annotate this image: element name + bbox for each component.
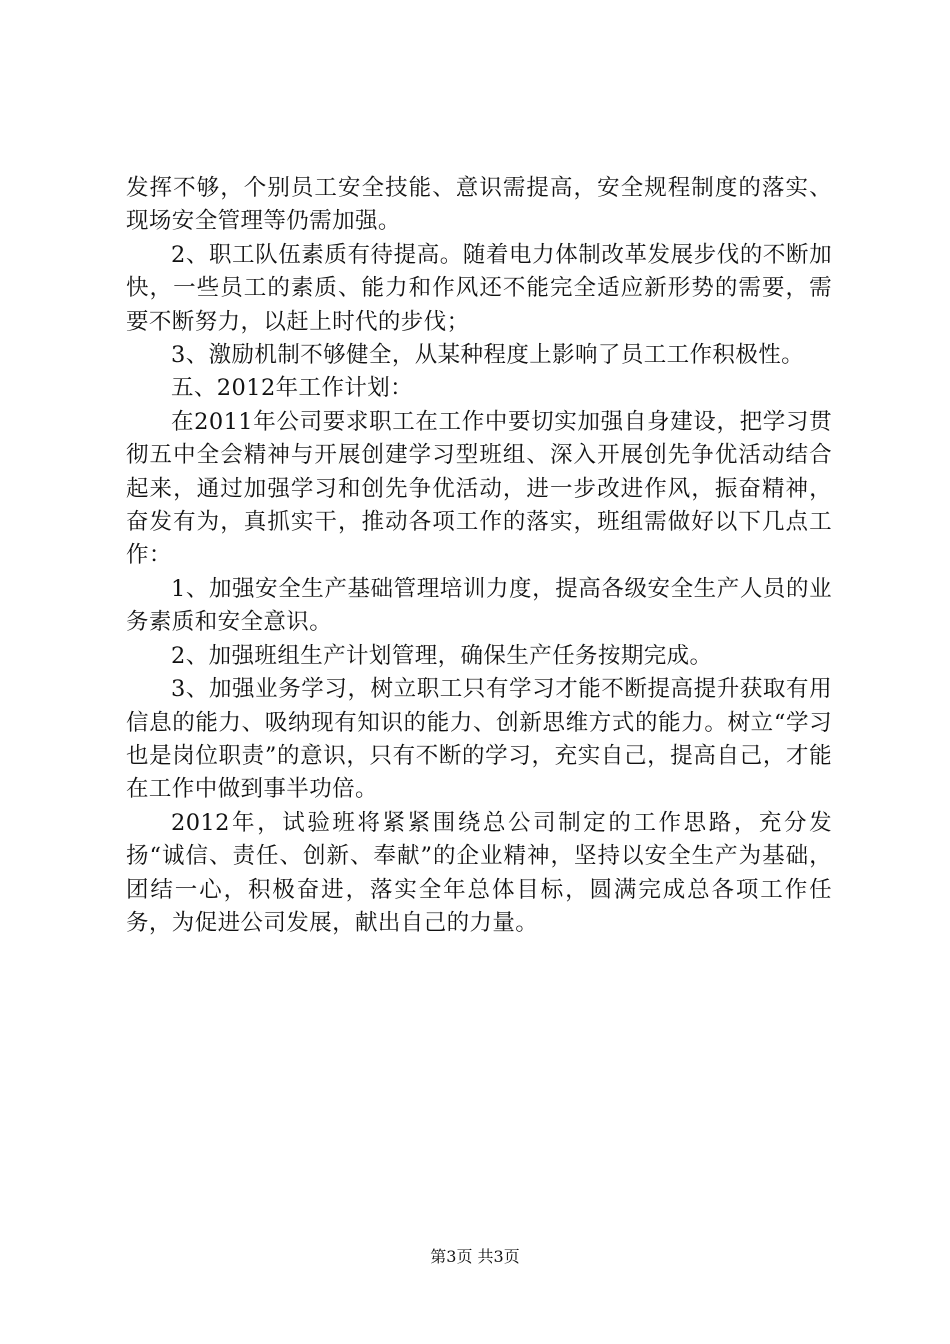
paragraph-item-3: 3、激励机制不够健全，从某种程度上影响了员工工作积极性。 <box>171 342 805 369</box>
paragraph-plan-item-1: 1、加强安全生产基础管理培训力度，提高各级安全生产人员的业务素质和安全意识。 <box>126 575 832 636</box>
section-heading-work-plan: 五、2012年工作计划： <box>171 375 414 402</box>
page-footer: 第3页 共3页 <box>430 1247 520 1266</box>
paragraph-conclusion: 2012年，试验班将紧紧围绕总公司制定的工作思路，充分发扬“诚信、责任、创新、奉献”的企业精神，坚持以安全生产为基础，团结一心，积极奋进，落实全年总体目标，圆满完成总各项工作任务，为促进公司发展，献出自己的力量。 <box>126 809 832 936</box>
paragraph-item-2: 2、职工队伍素质有待提高。随着电力体制改革发展步伐的不断加快，一些员工的素质、能力和作风还不能完全适应新形势的需要，需要不断努力，以赶上时代的步伐； <box>126 241 832 335</box>
paragraph-plan-item-2: 2、加强班组生产计划管理，确保生产任务按期完成。 <box>171 642 713 669</box>
paragraph-continuation: 发挥不够，个别员工安全技能、意识需提高，安全规程制度的落实、现场安全管理等仍需加强。 <box>126 175 832 235</box>
paragraph-plan-item-3: 3、加强业务学习，树立职工只有学习才能不断提高提升获取有用信息的能力、吸纳现有知识的能力、创新思维方式的能力。树立“学习也是岗位职责”的意识，只有不断的学习，充实自己，提高自己，才能在工作中做到事半功倍。 <box>126 676 832 803</box>
document-body <box>126 172 832 940</box>
paragraph-plan-intro: 在2011年公司要求职工在工作中要切实加强自身建设，把学习贯彻五中全会精神与开展创建学习型班组、深入开展创先争优活动结合起来，通过加强学习和创先争优活动，进一步改进作风，振奋精神，奋发有为，真抓实干，推动各项工作的落实，班组需做好以下几点工作： <box>126 408 832 569</box>
